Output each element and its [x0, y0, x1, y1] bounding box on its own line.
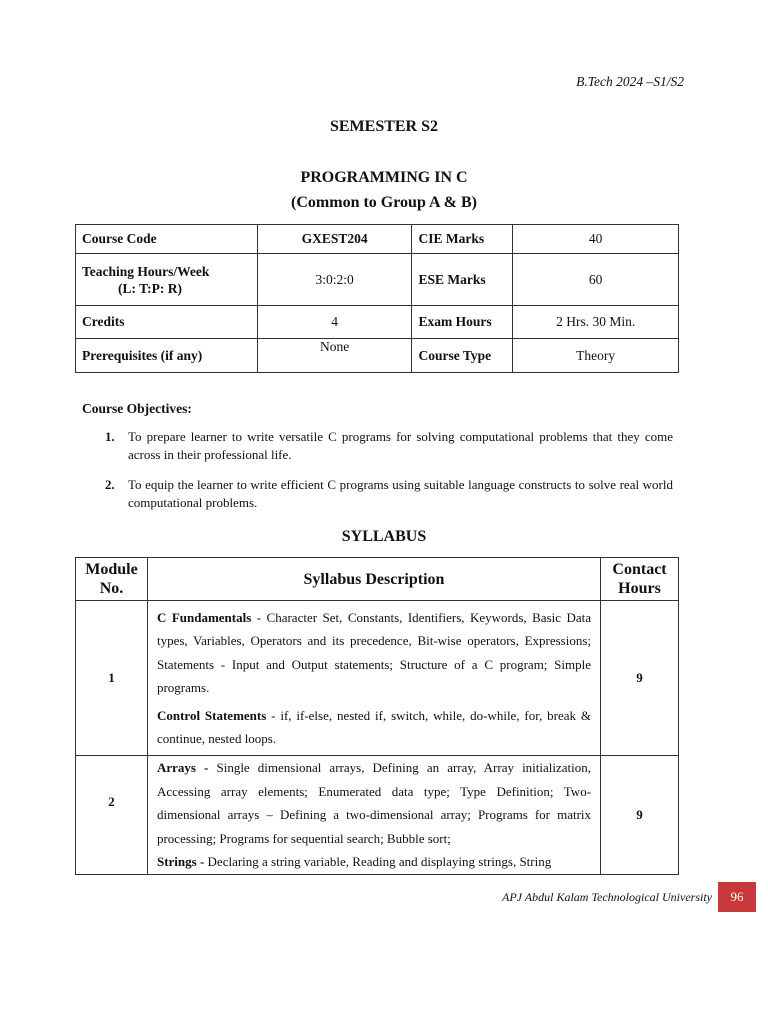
semester-heading: SEMESTER S2	[329, 118, 439, 135]
topic-heading: Arrays -	[156, 760, 209, 775]
contact-hours: 9	[601, 756, 679, 875]
module-number: 1	[76, 601, 148, 756]
objective-number: 2.	[105, 477, 115, 492]
table-row	[76, 756, 679, 875]
info-row	[76, 254, 679, 306]
hours-header-line1: Contact	[612, 561, 667, 578]
objectives-heading: Course Objectives:	[82, 401, 192, 416]
objective-item	[105, 476, 673, 512]
syllabus-heading: SYLLABUS	[341, 528, 427, 545]
syllabus-header-row	[76, 558, 679, 601]
course-code-value: GXEST204	[257, 225, 412, 254]
module-description	[147, 601, 600, 756]
objective-item	[105, 428, 673, 464]
program-header: B.Tech 2024 –S1/S2	[576, 74, 684, 89]
course-title-block	[0, 165, 768, 215]
ese-marks-value: 60	[513, 254, 679, 306]
objective-text: To prepare learner to write versatile C programs for solving computational problems that they come across in their professional life.	[128, 429, 673, 462]
topic-text: Declaring a string variable, Reading and displaying strings, String	[204, 854, 552, 869]
hours-header-line2: Hours	[618, 580, 661, 597]
teaching-hours-label-line2: (L: T:P: R)	[118, 280, 182, 296]
module-header-line2: No.	[99, 580, 124, 597]
objective-text: To equip the learner to write efficient C programs using suitable language constructs to solve real world computational problems.	[128, 477, 673, 510]
module-paragraph	[157, 756, 591, 850]
course-code-label: Course Code	[76, 225, 258, 254]
topic-text: Single dimensional arrays, Defining an array, Array initialization, Accessing array elements; Enumerated data type; Type Definition; Two-dimensional arrays – Defining a two-dimensional array; Programs for matrix processing; Programs for sequential search; Bubble sort;	[156, 760, 592, 846]
exam-hours-value: 2 Hrs. 30 Min.	[513, 306, 679, 339]
university-footer: APJ Abdul Kalam Technological University	[502, 890, 712, 904]
description-column-header: Syllabus Description	[147, 558, 600, 601]
page-number-badge: 96	[718, 882, 756, 912]
contact-hours: 9	[601, 601, 679, 756]
ese-marks-label: ESE Marks	[412, 254, 513, 306]
module-header-line1: Module	[85, 561, 138, 578]
topic-heading: C Fundamentals	[156, 609, 252, 625]
topic-text: - if, if-else, nested if, switch, while, do-while, for, break & continue, nested loops.	[156, 707, 592, 746]
course-type-value: Theory	[513, 339, 679, 373]
cie-marks-value: 40	[513, 225, 679, 254]
topic-text: - Character Set, Constants, Identifiers, Keywords, Basic Data types, Variables, Operators and its precedence, Bit-wise operators, Expressions; Statements - Input and Output statements; Structure of a C program; Simple programs.	[156, 609, 592, 695]
info-row	[76, 225, 679, 254]
module-paragraph	[157, 606, 591, 700]
prerequisites-value: None	[257, 339, 412, 373]
info-row	[76, 339, 679, 373]
hours-column-header	[601, 558, 679, 601]
teaching-hours-label-line1: Teaching Hours/Week	[82, 263, 210, 279]
module-paragraph	[157, 704, 591, 751]
module-column-header	[76, 558, 148, 601]
topic-heading: Control Statements	[156, 707, 267, 723]
topic-heading: Strings -	[156, 854, 205, 869]
course-subtitle: (Common to Group A & B)	[291, 194, 477, 211]
course-title: PROGRAMMING IN C	[300, 169, 468, 186]
objective-number: 1.	[105, 429, 115, 444]
exam-hours-label: Exam Hours	[412, 306, 513, 339]
credits-label: Credits	[76, 306, 258, 339]
prerequisites-label: Prerequisites (if any)	[76, 339, 258, 373]
course-type-label: Course Type	[412, 339, 513, 373]
module-description	[147, 756, 600, 875]
table-row	[76, 601, 679, 756]
info-row	[76, 306, 679, 339]
module-number: 2	[76, 756, 148, 875]
course-info-table	[75, 224, 679, 373]
teaching-hours-value: 3:0:2:0	[257, 254, 412, 306]
cie-marks-label: CIE Marks	[412, 225, 513, 254]
module-paragraph	[157, 850, 591, 874]
teaching-hours-label	[76, 254, 258, 306]
credits-value: 4	[257, 306, 412, 339]
syllabus-table	[75, 557, 679, 875]
